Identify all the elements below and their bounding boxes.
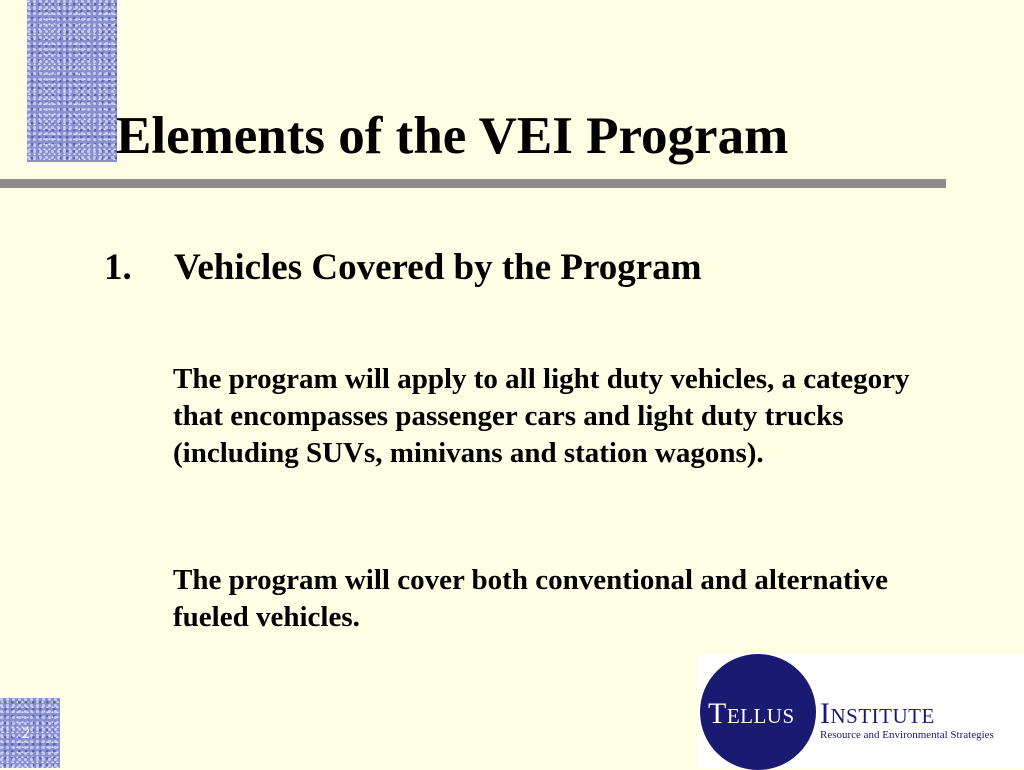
section-heading: [104, 244, 702, 292]
logo-name-part1: [708, 698, 795, 730]
decorative-pattern-bottom: [0, 698, 60, 768]
section-heading-text: Vehicles Covered by the Program: [174, 247, 702, 288]
logo-name-institute: Institute: [820, 697, 935, 730]
slide-number: 2: [22, 725, 30, 742]
logo-tagline: Resource and Environmental Strategies: [820, 729, 994, 741]
paragraph-fuel-coverage: The program will cover both conventional and alternative fueled vehicles.: [173, 564, 889, 633]
paragraph-vehicle-coverage: The program will apply to all light duty vehicles, a category that encompasses passenger cars and light duty trucks (including SUVs, minivans and station wagons).: [173, 363, 910, 469]
tellus-institute-logo: [698, 654, 1024, 768]
logo-name-tellus: Tellus: [708, 697, 795, 730]
section-number: 1.: [104, 247, 132, 288]
title-divider: [0, 179, 946, 188]
logo-name-part2: [820, 698, 935, 730]
slide-title: Elements of the VEI Program: [116, 107, 789, 165]
decorative-pattern-top: [27, 0, 117, 162]
